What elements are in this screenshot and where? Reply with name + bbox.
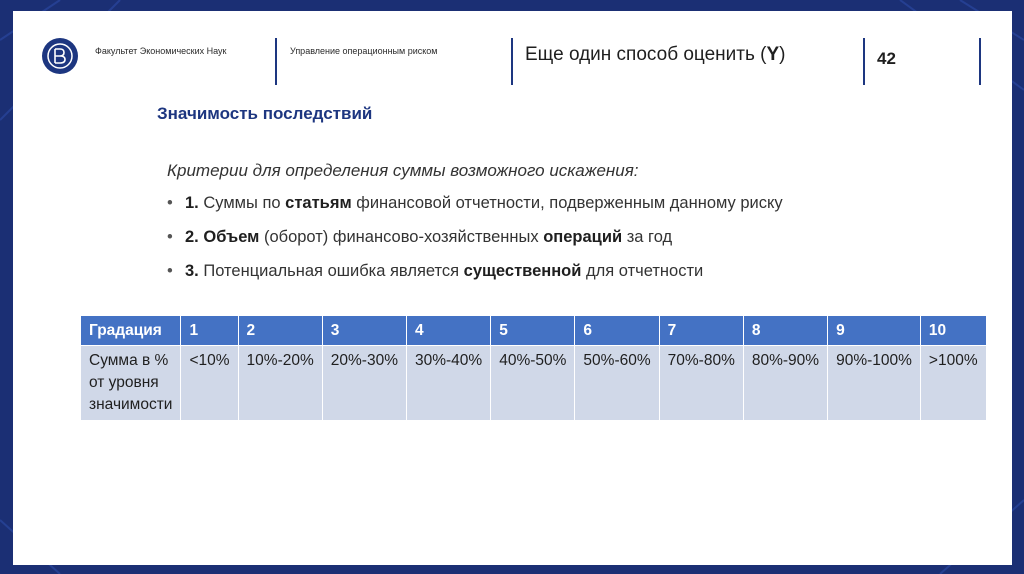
table-cell: 30%-40%: [406, 346, 490, 421]
table-cell: 90%-100%: [828, 346, 921, 421]
table-cell: 40%-50%: [491, 346, 575, 421]
gradation-table: [80, 315, 987, 421]
university-logo: [42, 38, 78, 74]
criteria-heading: Критерии для определения суммы возможного искажения:: [167, 161, 639, 180]
table-header-cell: 9: [828, 316, 921, 346]
table-cell: >100%: [920, 346, 986, 421]
faculty-name: Факультет Экономических Наук: [95, 46, 227, 56]
header-divider: [979, 38, 981, 85]
header-divider: [511, 38, 513, 85]
list-item: • 1. Суммы по статьям финансовой отчетности, подверженным данному риску: [167, 194, 783, 212]
section-title: Значимость последствий: [157, 104, 373, 123]
page-number: 42: [877, 49, 896, 68]
table-header-row: [81, 316, 987, 346]
slide-title: Еще один способ оценить (Y): [525, 44, 786, 65]
table-cell: 10%-20%: [238, 346, 322, 421]
table-header-cell: 10: [920, 316, 986, 346]
list-item: • 2. Объем (оборот) финансово-хозяйственных операций за год: [167, 228, 673, 246]
table-cell: Сумма в % от уровня значимости: [81, 346, 181, 421]
table-header-cell: 7: [659, 316, 743, 346]
table-header-cell: Градация: [81, 316, 181, 346]
table-cell: 50%-60%: [575, 346, 659, 421]
criteria-list: [167, 194, 783, 296]
table-row: [81, 346, 987, 421]
course-name: Управление операционным риском: [290, 46, 438, 56]
table-header-cell: 1: [181, 316, 238, 346]
header-divider: [275, 38, 277, 85]
table-cell: 70%-80%: [659, 346, 743, 421]
list-item: • 3. Потенциальная ошибка является существенной для отчетности: [167, 262, 704, 280]
table-cell: 20%-30%: [322, 346, 406, 421]
table-header-cell: 6: [575, 316, 659, 346]
header-divider: [863, 38, 865, 85]
table-cell: <10%: [181, 346, 238, 421]
table-header-cell: 4: [406, 316, 490, 346]
table-cell: 80%-90%: [743, 346, 827, 421]
table-header-cell: 3: [322, 316, 406, 346]
slide: [13, 11, 1012, 565]
table-header-cell: 2: [238, 316, 322, 346]
table-header-cell: 5: [491, 316, 575, 346]
table-header-cell: 8: [743, 316, 827, 346]
logo-emblem-icon: [46, 42, 74, 70]
